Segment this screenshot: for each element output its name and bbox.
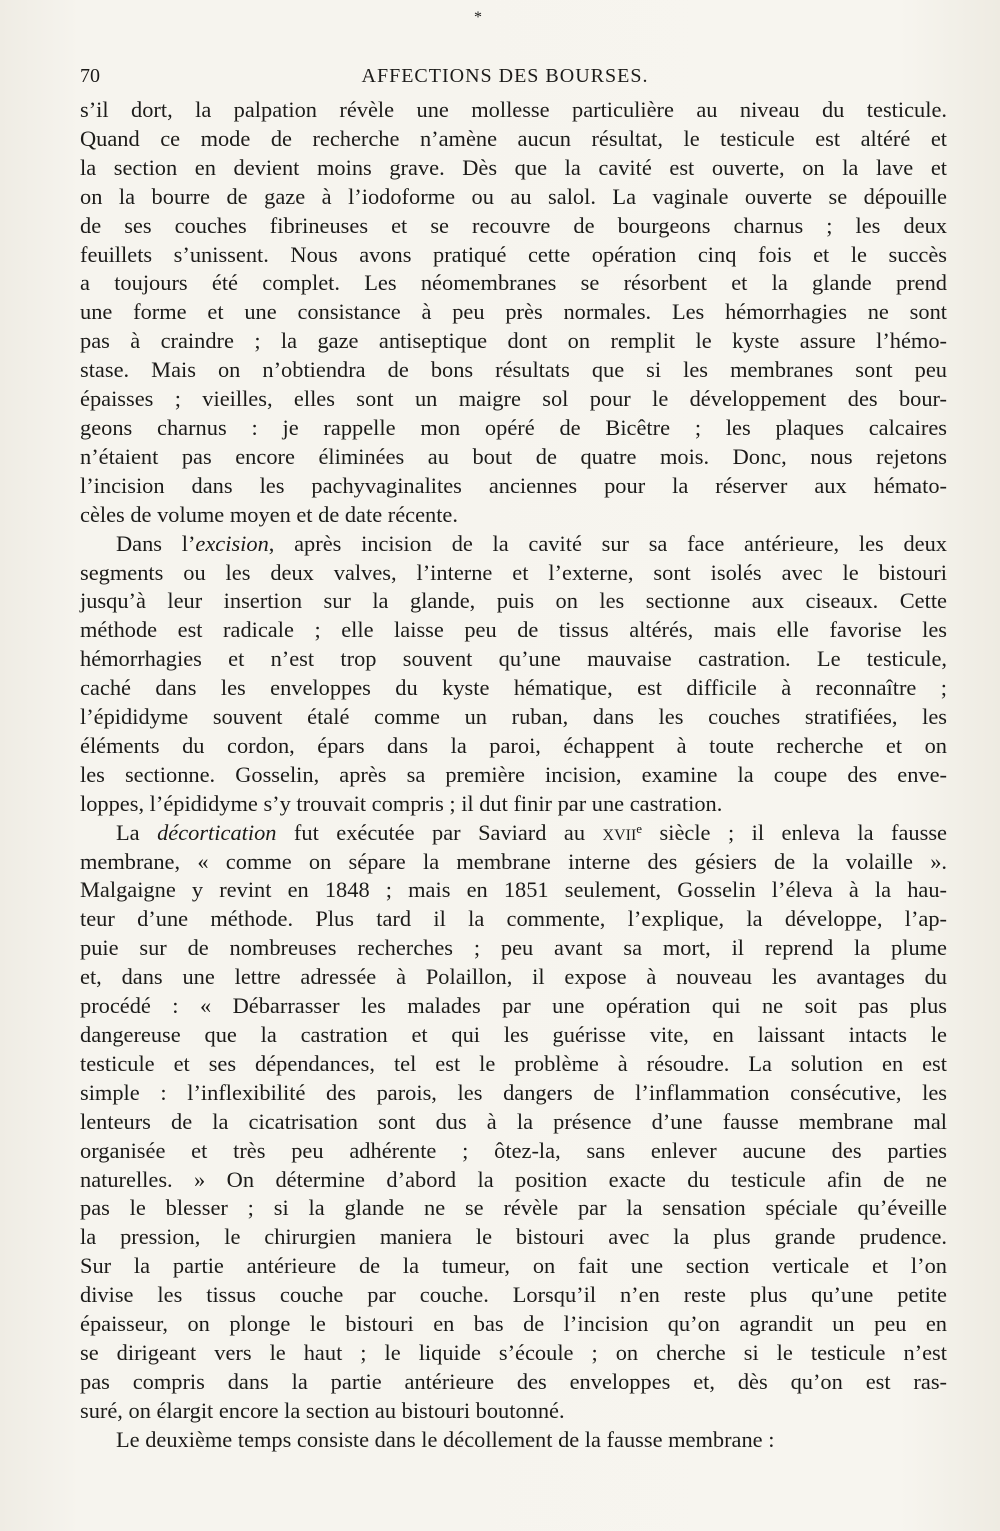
text-line: se dirigeant vers le haut ; le liquide s’écoule ; on cherche si le testicule n’est — [80, 1339, 947, 1365]
text-line: hémorrhagies et n’est trop souvent qu’une mauvaise castration. Le testicule, — [80, 646, 947, 672]
text-line: stase. Mais on n’obtiendra de bons résultats que si les membranes sont peu — [80, 357, 947, 383]
text-line: s’il dort, la palpation révèle une mollesse particulière au niveau du testicule. — [80, 97, 947, 122]
lead-text: La — [116, 819, 158, 845]
emphasis-term: excision — [195, 530, 269, 556]
text-line: lenteurs de la cicatrisation sont dus à la présence d’une fausse membrane mal — [80, 1108, 947, 1134]
page-header — [80, 64, 930, 88]
lead-text: , après incision de la cavité sur sa face antérieure, les deux — [268, 530, 947, 556]
text-line: naturelles. » On détermine d’abord la position exacte du testicule afin de ne — [80, 1166, 947, 1192]
text-line: procédé : « Débarrasser les malades par une opération qui ne soit pas plus — [80, 993, 947, 1019]
lead-text: Dans l’ — [116, 530, 196, 556]
text-line: dangereuse que la castration et qui les guérisse vite, en laissant intacts le — [80, 1022, 947, 1047]
text-line: a toujours été complet. Les néomembranes se résorbent et la glande prend — [80, 270, 947, 296]
text-line: jusqu’à leur insertion sur la glande, puis on les sectionne aux ciseaux. Cette — [80, 588, 947, 614]
emphasis-term: décortication — [157, 819, 277, 845]
lead-text: siècle ; il enleva la fausse — [642, 819, 947, 845]
text-line: pas le blesser ; si la glande ne se révèle par la sensation spéciale qu’éveille — [80, 1195, 947, 1221]
text-line: l’épididyme souvent étalé comme un ruban, dans les couches stratifiées, les — [80, 704, 947, 730]
text-line: une forme et une consistance à peu près normales. Les hémorrhagies ne sont — [80, 299, 947, 325]
text-line: épaisseur, on plonge le bistouri en bas de l’incision qu’on agrandit un peu en — [80, 1311, 947, 1337]
text-line: éléments du cordon, épars dans la paroi, échappent à toute recherche et on — [80, 732, 947, 758]
text-line: la section en devient moins grave. Dès que la cavité est ouverte, on la lave et — [80, 154, 947, 180]
text-line: cèles de volume moyen et de date récente. — [80, 501, 458, 527]
text-line: épaisses ; vieilles, elles sont un maigre sol pour le développement des bour- — [80, 386, 947, 412]
paragraph-4 — [80, 1426, 947, 1455]
text-line-lead — [80, 530, 947, 559]
century-numeral: xvii — [602, 819, 637, 845]
body-text — [80, 96, 947, 1455]
page-number: 70 — [80, 65, 100, 87]
paragraph-3 — [80, 819, 947, 1426]
paragraph-2 — [80, 530, 947, 819]
text-line: suré, on élargit encore la section au bistouri boutonné. — [80, 1397, 565, 1423]
text-line: et, dans une lettre adressée à Polaillon, il expose à nouveau les avantages du — [80, 964, 947, 990]
text-line: feuillets s’unissent. Nous avons pratiqué cette opération cinq fois et le succès — [80, 241, 947, 267]
lead-text: fut exécutée par Saviard au — [276, 819, 603, 845]
text-line: geons charnus : je rappelle mon opéré de Bicêtre ; les plaques calcaires — [80, 414, 947, 440]
text-line: membrane, « comme on sépare la membrane interne des gésiers de la volaille ». — [80, 848, 947, 874]
running-title: AFFECTIONS DES BOURSES. — [361, 65, 649, 87]
superscript: e — [636, 820, 643, 836]
text-line: segments ou les deux valves, l’interne et l’externe, sont isolés avec le bistouri — [80, 559, 947, 585]
text-line: loppes, l’épididyme s’y trouvait compris ; il dut finir par une castration. — [80, 790, 723, 816]
text-line: divise les tissus couche par couche. Lorsqu’il n’en reste plus qu’une petite — [80, 1282, 947, 1308]
text-line: puie sur de nombreuses recherches ; peu avant sa mort, il reprend la plume — [80, 935, 947, 961]
text-line: de ses couches fibrineuses et se recouvre de bourgeons charnus ; les deux — [80, 212, 947, 238]
text-line: les sectionne. Gosselin, après sa première incision, examine la coupe des enve- — [80, 761, 947, 787]
text-line: testicule et ses dépendances, tel est le problème à résoudre. La solution en est — [80, 1050, 947, 1076]
top-mark: * — [474, 9, 482, 26]
text-line: Malgaigne y revint en 1848 ; mais en 1851 seulement, Gosselin l’éleva à la hau- — [80, 877, 947, 903]
text-line: on la bourre de gaze à l’iodoforme ou au salol. La vaginale ouverte se dépouille — [80, 183, 947, 209]
text-line: pas à craindre ; la gaze antiseptique dont on remplit le kyste assure l’hémo- — [80, 328, 947, 354]
text-line: Sur la partie antérieure de la tumeur, on fait une section verticale et l’on — [80, 1253, 947, 1279]
text-line: caché dans les enveloppes du kyste hématique, est difficile à reconnaître ; — [80, 675, 947, 701]
text-line: simple : l’inflexibilité des parois, les dangers de l’inflammation consécutive, les — [80, 1079, 947, 1105]
text-line: Le deuxième temps consiste dans le décollement de la fausse membrane : — [116, 1426, 775, 1452]
paragraph-1 — [80, 96, 947, 530]
text-line: organisée et très peu adhérente ; ôtez-la, sans enlever aucune des parties — [80, 1137, 947, 1163]
text-line: n’étaient pas encore éliminées au bout de quatre mois. Donc, nous rejetons — [80, 443, 947, 469]
text-line: méthode est radicale ; elle laisse peu de tissus altérés, mais elle favorise les — [80, 617, 947, 643]
text-line-lead — [80, 819, 947, 848]
text-line: pas compris dans la partie antérieure des enveloppes et, dès qu’on est ras- — [80, 1368, 947, 1394]
text-line: l’incision dans les pachyvaginalites anciennes pour la réserver aux hémato- — [80, 472, 947, 498]
text-line: teur d’une méthode. Plus tard il la commente, l’explique, la développe, l’ap- — [80, 906, 947, 932]
text-line: Quand ce mode de recherche n’amène aucun résultat, le testicule est altéré et — [80, 125, 947, 151]
text-line: la pression, le chirurgien maniera le bistouri avec la plus grande prudence. — [80, 1224, 947, 1250]
